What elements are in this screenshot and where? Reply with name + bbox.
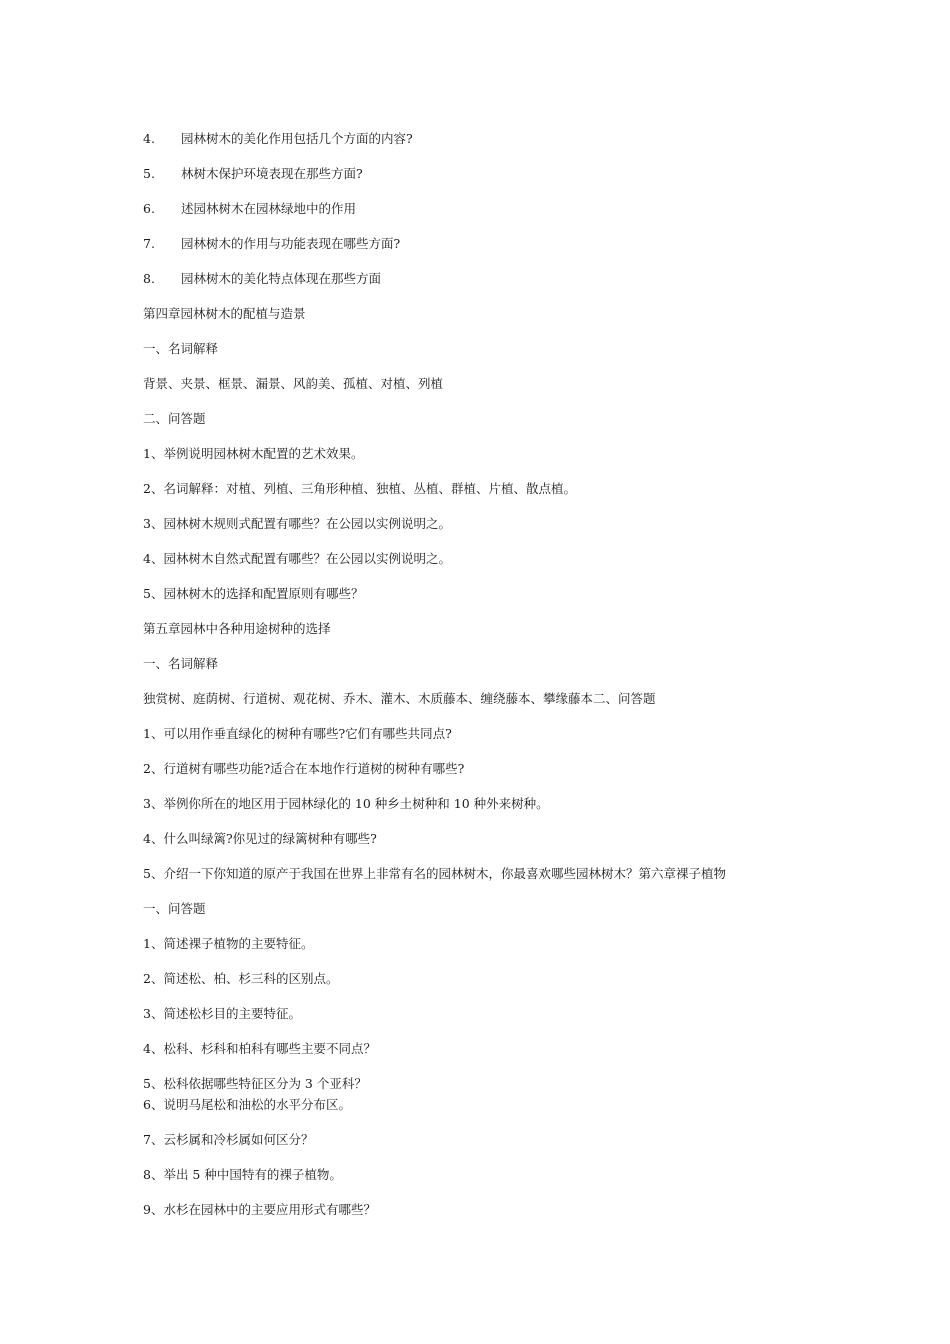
section-heading: 一、名词解释 <box>143 656 219 671</box>
question-line: 2、行道树有哪些功能?适合在本地作行道树的树种有哪些? <box>143 761 465 776</box>
chapter-heading: 第四章园林树木的配植与造景 <box>143 306 306 321</box>
question-line: 2、名词解释：对植、列植、三角形种植、独植、丛植、群植、片植、散点植。 <box>143 481 576 496</box>
item-text: 林树木保护环境表现在那些方面? <box>181 166 363 181</box>
question-line: 4、松科、杉科和柏科有哪些主要不同点？ <box>143 1041 376 1056</box>
item-text: 园林树木的美化作用包括几个方面的内容? <box>181 131 413 146</box>
question-item <box>143 271 381 287</box>
question-line: 6、说明马尾松和油松的水平分布区。 <box>143 1097 351 1112</box>
item-number: 4. <box>143 131 155 146</box>
question-line: 5、介绍一下你知道的原产于我国在世界上非常有名的园林树木，你最喜欢哪些园林树木？第六章裸子植物 <box>143 866 726 881</box>
item-number: 7. <box>143 236 155 251</box>
item-number: 5. <box>143 166 155 181</box>
question-line: 3、举例你所在的地区用于园林绿化的 10 种乡土树种和 10 种外来树种。 <box>143 796 549 811</box>
question-line: 1、可以用作垂直绿化的树种有哪些?它们有哪些共同点? <box>143 726 452 741</box>
question-item <box>143 131 413 147</box>
question-item <box>143 166 363 182</box>
question-item <box>143 201 356 217</box>
question-line: 8、举出 5 种中国特有的裸子植物。 <box>143 1167 342 1182</box>
section-heading: 二、问答题 <box>143 411 206 426</box>
question-line: 2、简述松、柏、杉三科的区别点。 <box>143 971 339 986</box>
item-number: 8. <box>143 271 155 286</box>
section-heading: 一、名词解释 <box>143 341 219 356</box>
question-item <box>143 236 400 252</box>
question-line: 4、园林树木自然式配置有哪些？在公园以实例说明之。 <box>143 551 451 566</box>
question-line: 5、松科依据哪些特征区分为 3 个亚科？ <box>143 1076 367 1091</box>
question-line: 5、园林树木的选择和配置原则有哪些？ <box>143 586 364 601</box>
question-line: 3、简述松杉目的主要特征。 <box>143 1006 301 1021</box>
question-line: 1、举例说明园林树木配置的艺术效果。 <box>143 446 364 461</box>
chapter-heading: 第五章园林中各种用途树种的选择 <box>143 621 331 636</box>
question-line: 3、园林树木规则式配置有哪些？在公园以实例说明之。 <box>143 516 451 531</box>
section-heading: 一、问答题 <box>143 901 206 916</box>
term-list: 背景、夹景、框景、漏景、风韵美、孤植、对植、列植 <box>143 376 444 391</box>
question-line: 9、水杉在园林中的主要应用形式有哪些？ <box>143 1202 376 1217</box>
item-text: 述园林树木在园林绿地中的作用 <box>181 201 357 216</box>
question-line: 4、什么叫绿篱?你见过的绿篱树种有哪些? <box>143 831 377 846</box>
item-text: 园林树木的作用与功能表现在哪些方面? <box>181 236 401 251</box>
question-line: 7、云杉属和冷杉属如何区分？ <box>143 1132 314 1147</box>
question-line: 1、简述裸子植物的主要特征。 <box>143 936 314 951</box>
item-number: 6. <box>143 201 155 216</box>
item-text: 园林树木的美化特点体现在那些方面 <box>181 271 382 286</box>
term-list: 独赏树、庭荫树、行道树、观花树、乔木、灌木、木质藤本、缠绕藤本、攀缘藤本二、问答题 <box>143 691 656 706</box>
